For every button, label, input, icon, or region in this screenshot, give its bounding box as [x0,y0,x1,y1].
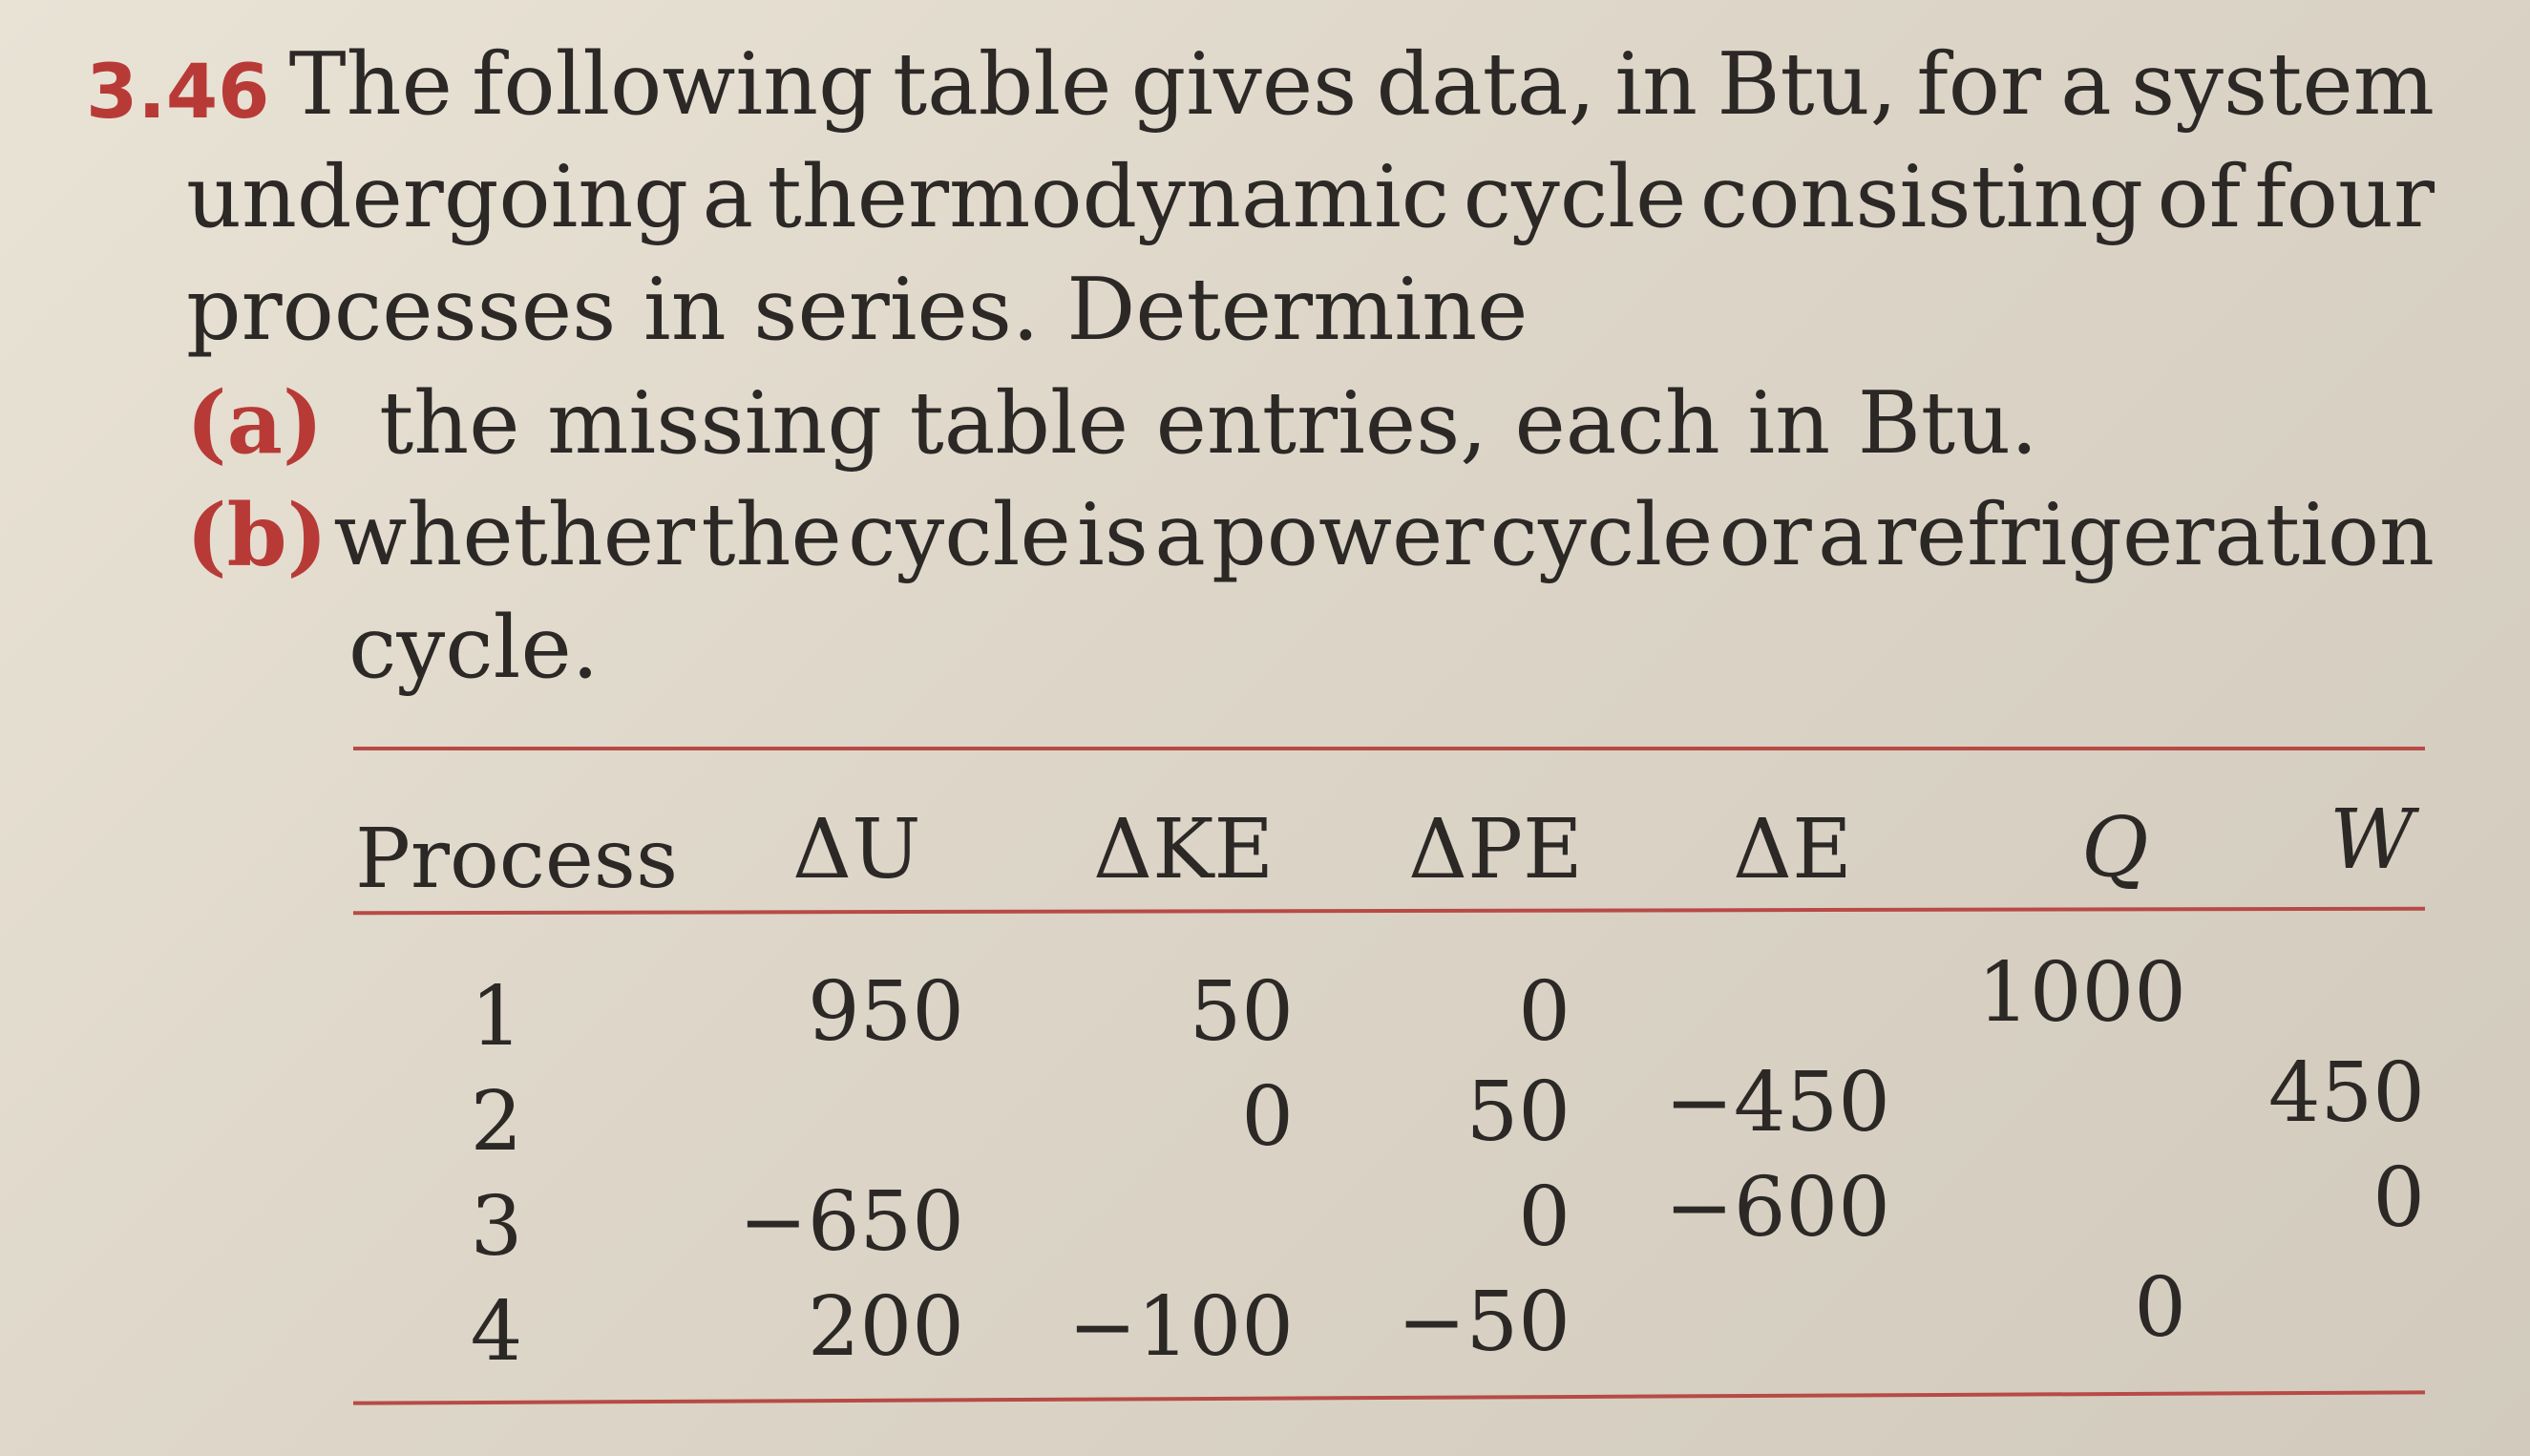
part-b-word: is [1076,485,1149,585]
cell-delta-e: −600 [1664,1160,1890,1256]
part-b-word: whether [333,485,696,585]
part-b-word: the [701,485,842,585]
line1-word: data, [1376,34,1596,135]
cell-process: 1 [470,969,523,1065]
cell-delta-u: 950 [807,964,964,1060]
header-w: W [2330,792,2414,888]
part-b-word: cycle [1489,485,1714,585]
line1-word: table [892,34,1112,135]
line1-word: a [2060,34,2112,135]
line1-word: Btu, [1717,34,1898,135]
line1-word: gives [1130,34,1358,135]
line1-word: for [1916,34,2041,135]
problem-number: 3.46 [86,50,270,136]
part-b-word: refrigeration [1874,485,2435,585]
line2-word: of [2157,147,2242,247]
table-header-rule [353,907,2425,916]
part-a-text: the missing table entries, each in Btu. [379,373,2038,474]
part-b-word: power [1212,485,1485,585]
cell-delta-ke: 50 [1189,964,1294,1060]
line2-word: four [2254,147,2435,247]
line1-word: The [288,34,453,135]
cell-delta-pe: 50 [1465,1065,1571,1160]
line2-word: thermodynamic [767,147,1450,247]
cell-process: 4 [470,1284,523,1380]
header-delta-u [792,802,921,897]
part-b-word: a [1818,485,1869,585]
line2-word: cycle [1463,147,1687,247]
header-delta-ke: ΔKE [1093,802,1275,897]
header-delta-e: ΔE [1733,802,1852,897]
part-b-continuation: cycle. [348,598,600,698]
cell-delta-pe: −50 [1397,1275,1571,1370]
table-bottom-rule [353,1390,2425,1404]
header-delta-pe: ΔPE [1408,802,1583,897]
cell-delta-pe: 0 [1518,1170,1571,1265]
cell-q: 0 [2134,1260,2186,1356]
line1-word: in [1614,34,1698,135]
problem-line-1 [86,29,2435,149]
part-b-word: or [1718,485,1812,585]
table-top-rule [353,747,2425,750]
part-b-word: cycle [848,485,1071,585]
line2-word: consisting [1699,147,2144,247]
cell-process: 2 [470,1074,523,1170]
cell-delta-e: −450 [1664,1055,1890,1150]
line1-word: following [472,34,874,135]
problem-line-3: processes in series. Determine [186,260,1529,360]
header-delta-u-text: ΔU [792,802,921,897]
cell-delta-u: 200 [807,1279,964,1375]
cell-w: 0 [2372,1150,2425,1246]
cell-w: 450 [2267,1045,2425,1141]
part-a [186,367,2038,480]
cell-q: 1000 [1977,945,2186,1041]
cell-process: 3 [470,1179,523,1275]
part-b [186,479,2435,592]
part-b-label: (b) [186,485,328,586]
part-a-label: (a) [186,372,324,474]
header-process: Process [355,812,679,907]
cell-delta-pe: 0 [1518,964,1571,1060]
part-b-word: a [1154,485,1206,585]
cell-delta-u: −650 [738,1174,964,1270]
line1-word: system [2130,34,2435,135]
line2-word: a [702,147,754,247]
line2-word: undergoing [186,147,688,247]
cell-delta-ke: 0 [1241,1069,1294,1165]
cell-delta-ke: −100 [1067,1279,1294,1375]
problem-line-2 [186,141,2435,254]
header-q: Q [2081,800,2149,896]
